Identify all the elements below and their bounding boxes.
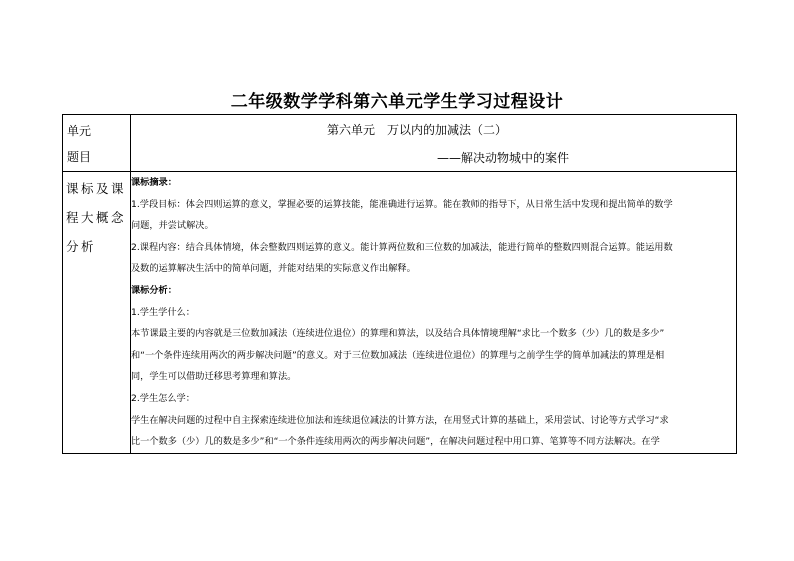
text-line: 学生在解决问题的过程中自主探索连续进位加法和连续退位减法的计算方法，在用竖式计算的基础上，采用尝试、讨论等方式学习“求 (131, 414, 669, 426)
text-line: 及数的运算解决生活中的简单问题，并能对结果的实际意义作出解释。 (131, 263, 416, 275)
section-heading-standards-excerpt: 课标摘录： (131, 177, 177, 188)
text-line: 本节课最主要的内容就是三位数加减法（连续进位退位）的算理和算法，以及结合具体情境理解“求比一个数多（少）几的数是多少” (131, 328, 665, 340)
curriculum-label-line: 分析 (66, 239, 97, 254)
text-line: 2.课程内容：结合具体情境，体会整数四则运算的意义。能计算两位数和三位数的加减法，能进行简单的整数四则混合运算。能运用数 (131, 241, 673, 253)
text-line: 和“一个条件连续用两次的两步解决问题”的意义。对于三位数加减法（连续进位退位）的算理与之前学生学的简单加减法的算理是相 (131, 349, 665, 361)
text-line: 1.学生学什么： (131, 306, 195, 318)
text-line: 1.学段目标：体会四则运算的意义，掌握必要的运算技能，能准确进行运算。能在教师的指导下，从日常生活中发现和提出简单的数学 (131, 198, 673, 210)
curriculum-analysis-content (131, 172, 737, 454)
curriculum-analysis-row (63, 172, 737, 454)
text-line: 问题，并尝试解决。 (131, 220, 214, 232)
text-line: 2.学生怎么学： (131, 392, 195, 404)
document-title: 二年级数学学科第六单元学生学习过程设计 (230, 92, 564, 112)
text-line: 同，学生可以借助迁移思考算理和算法。 (131, 371, 297, 383)
curriculum-label-line: 程大概念 (66, 210, 127, 225)
curriculum-label-line: 课标及课 (66, 181, 127, 196)
text-line: 比一个数多（少）几的数是多少”和“一个条件连续用两次的两步解决问题”，在解决问题过程中用口算、笔算等不同方法解决。在学 (131, 436, 660, 448)
unit-title (327, 121, 507, 138)
unit-subtitle: ——解决动物城中的案件 (437, 151, 570, 165)
unit-label-line: 单元 (67, 124, 92, 138)
unit-label-cell (63, 115, 131, 172)
learning-plan-table (62, 114, 737, 454)
title-label-line: 题目 (67, 150, 92, 164)
unit-title-cell (131, 115, 737, 172)
unit-title-row (63, 115, 737, 172)
curriculum-label-cell (63, 172, 131, 454)
unit-topic: 万以内的加减法（二） (387, 123, 508, 137)
unit-number: 第六单元 (327, 123, 376, 137)
section-heading-standards-analysis: 课标分析： (131, 284, 177, 296)
